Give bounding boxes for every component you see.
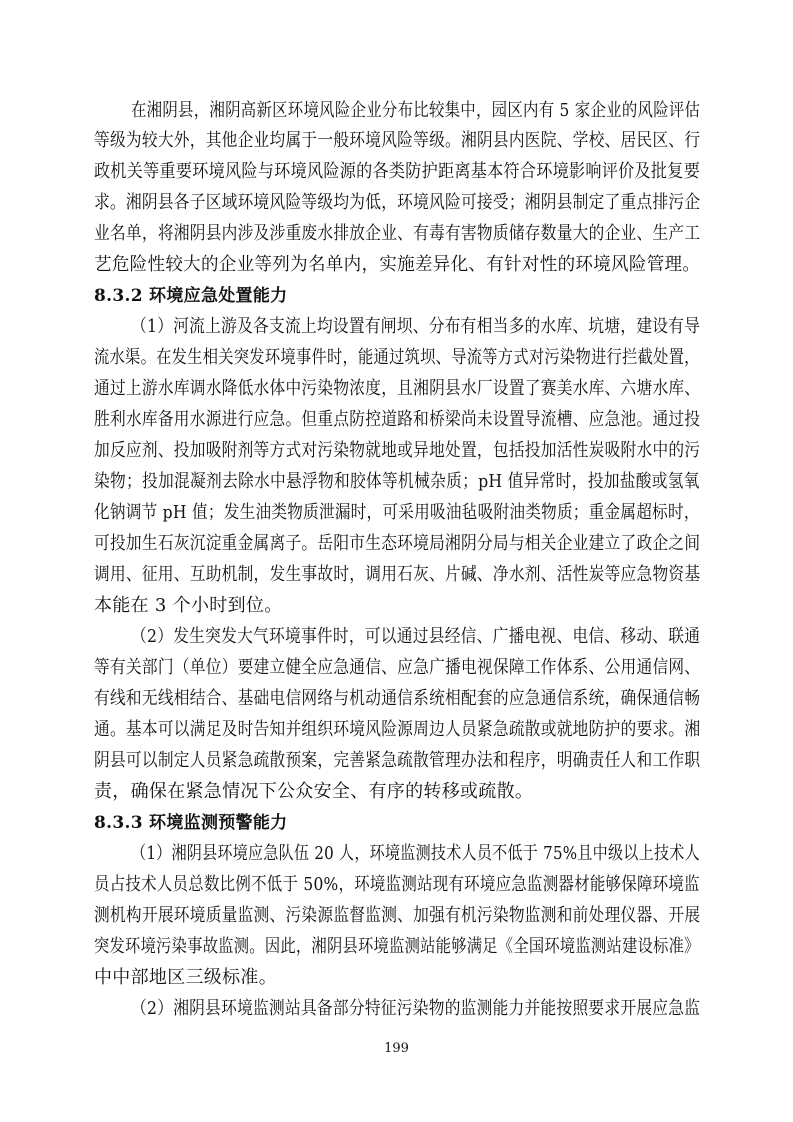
paragraph-1-line-4: 求。湘阴县各子区域环境风险等级均为低，环境风险可接受；湘阴县制定了重点排污企 [94, 192, 701, 213]
paragraph-3-line-2: 等有关部门（单位）要建立健全应急通信、应急广播电视保障工作体系、公用通信网、 [94, 657, 701, 678]
paragraph-2-line-3: 通过上游水库调水降低水体中污染物浓度，且湘阴县水厂设置了赛美水库、六塘水库、 [94, 378, 701, 399]
paragraph-2-line-6: 染物；投加混凝剂去除水中悬浮物和胶体等机械杂质；pH 值异常时，投加盐酸或氢氧 [94, 471, 700, 492]
paragraph-1-line-5: 业名单，将湘阴县内涉及涉重废水排放企业、有毒有害物质储存数量大的企业、生产工 [94, 223, 701, 244]
paragraph-2-line-9: 调用、征用、互助机制，发生事故时，调用石灰、片碱、净水剂、活性炭等应急物资基 [94, 564, 701, 585]
paragraph-4-line-4: 突发环境污染事故监测。因此，湘阴县环境监测站能够满足《全国环境监测站建设标准》 [94, 936, 700, 957]
section-heading-8-3-2: 8.3.2 环境应急处置能力 [94, 286, 288, 306]
paragraph-4-line-1: （1）湘阴县环境应急队伍 20 人，环境监测技术人员不低于 75%且中级以上技术人 [131, 843, 700, 864]
paragraph-3-line-6: 责，确保在紧急情况下公众安全、有序的转移或疏散。 [94, 781, 534, 802]
paragraph-2-line-8: 可投加生石灰沉淀重金属离子。岳阳市生态环境局湘阴分局与相关企业建立了政企之间 [94, 533, 701, 554]
paragraph-1-line-6: 艺危险性较大的企业等列为名单内，实施差异化、有针对性的环境风险管理。 [94, 254, 701, 275]
paragraph-4-line-3: 测机构开展环境质量监测、污染源监督监测、加强有机污染物监测和前处理仪器、开展 [94, 905, 701, 926]
paragraph-5-line-1: （2）湘阴县环境监测站具备部分特征污染物的监测能力并能按照要求开展应急监 [131, 998, 701, 1019]
paragraph-3-line-4: 通。基本可以满足及时告知并组织环境风险源周边人员紧急疏散或就地防护的要求。湘 [94, 719, 701, 740]
section-heading-8-3-3: 8.3.3 环境监测预警能力 [94, 813, 288, 833]
paragraph-2-line-10: 本能在 3 个小时到位。 [94, 595, 283, 616]
paragraph-2-line-5: 加反应剂、投加吸附剂等方式对污染物就地或异地处置，包括投加活性炭吸附水中的污 [94, 440, 701, 461]
paragraph-2-line-4: 胜利水库备用水源进行应急。但重点防控道路和桥梁尚未设置导流槽、应急池。通过投 [94, 409, 701, 430]
paragraph-2-line-7: 化钠调节 pH 值；发生油类物质泄漏时，可采用吸油毡吸附油类物质；重金属超标时， [94, 502, 700, 523]
page-number: 199 [384, 1041, 409, 1056]
paragraph-3-line-3: 有线和无线相结合、基础电信网络与机动通信系统相配套的应急通信系统，确保通信畅 [94, 688, 701, 709]
paragraph-1-line-1: 在湘阴县，湘阴高新区环境风险企业分布比较集中，园区内有 5 家企业的风险评估 [131, 100, 701, 121]
paragraph-4-line-5: 中中部地区三级标准。 [94, 967, 277, 988]
paragraph-1-line-3: 政机关等重要环境风险与环境风险源的各类防护距离基本符合环境影响评价及批复要 [94, 161, 701, 182]
paragraph-3-line-1: （2）发生突发大气环境事件时，可以通过县经信、广播电视、电信、移动、联通 [131, 626, 701, 647]
paragraph-3-line-5: 阴县可以制定人员紧急疏散预案，完善紧急疏散管理办法和程序，明确责任人和工作职 [94, 750, 701, 771]
paragraph-1-line-2: 等级为较大外，其他企业均属于一般环境风险等级。湘阴县内医院、学校、居民区、行 [94, 130, 701, 151]
paragraph-4-line-2: 员占技术人员总数比例不低于 50%，环境监测站现有环境应急监测器材能够保障环境监 [94, 874, 700, 895]
paragraph-2-line-1: （1）河流上游及各支流上均设置有闸坝、分布有相当多的水库、坑塘，建设有导 [131, 316, 701, 337]
paragraph-2-line-2: 流水渠。在发生相关突发环境事件时，能通过筑坝、导流等方式对污染物进行拦截处置， [94, 347, 700, 368]
